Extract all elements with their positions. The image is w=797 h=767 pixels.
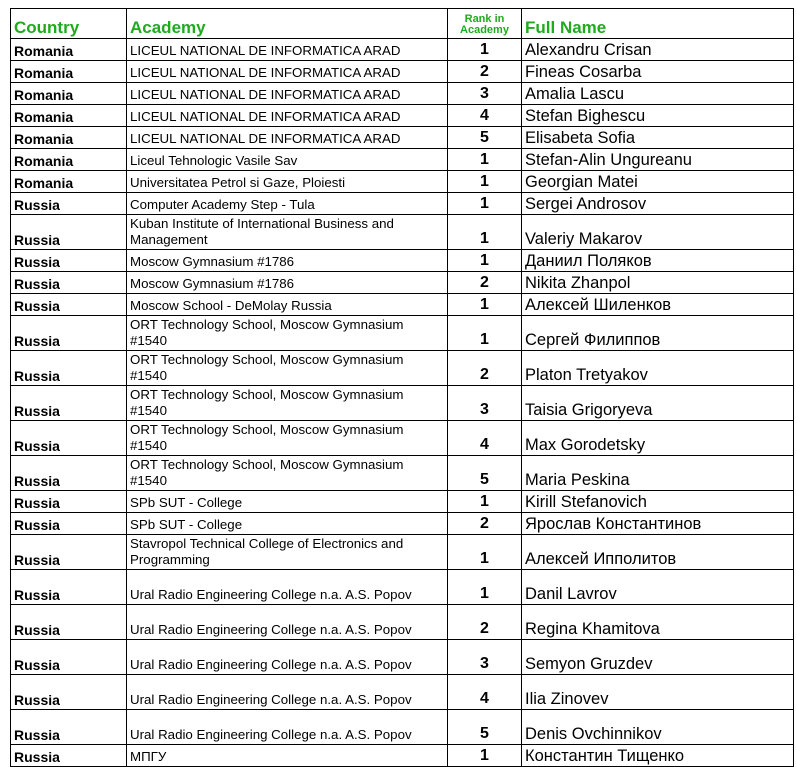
rank-cell: 2 — [448, 605, 522, 640]
full-name-cell: Даниил Поляков — [522, 250, 794, 272]
full-name-cell: Сергей Филиппов — [522, 316, 794, 351]
rank-cell: 1 — [448, 250, 522, 272]
full-name-cell: Valeriy Makarov — [522, 215, 794, 250]
table-row — [11, 640, 794, 675]
country-cell: Russia — [11, 193, 127, 215]
table-row — [11, 570, 794, 605]
table-row — [11, 83, 794, 105]
rank-cell: 1 — [448, 491, 522, 513]
rank-cell: 2 — [448, 272, 522, 294]
academy-cell: Kuban Institute of International Business and Management — [127, 215, 448, 250]
rank-cell: 1 — [448, 570, 522, 605]
academy-cell: LICEUL NATIONAL DE INFORMATICA ARAD — [127, 61, 448, 83]
header-rank: Rank in Academy — [448, 9, 522, 39]
academy-cell: Ural Radio Engineering College n.a. A.S. Popov — [127, 570, 448, 605]
full-name-cell: Nikita Zhanpol — [522, 272, 794, 294]
full-name-cell: Denis Ovchinnikov — [522, 710, 794, 745]
rank-cell: 4 — [448, 105, 522, 127]
full-name-cell: Danil Lavrov — [522, 570, 794, 605]
full-name-cell: Georgian Matei — [522, 171, 794, 193]
country-cell: Russia — [11, 513, 127, 535]
rank-cell: 2 — [448, 513, 522, 535]
results-table-container — [10, 8, 793, 767]
academy-cell: LICEUL NATIONAL DE INFORMATICA ARAD — [127, 83, 448, 105]
full-name-cell: Sergei Androsov — [522, 193, 794, 215]
country-cell: Romania — [11, 149, 127, 171]
country-cell: Russia — [11, 250, 127, 272]
table-row — [11, 316, 794, 351]
academy-cell: Ural Radio Engineering College n.a. A.S. Popov — [127, 605, 448, 640]
country-cell: Romania — [11, 61, 127, 83]
table-row — [11, 675, 794, 710]
rank-cell: 5 — [448, 127, 522, 149]
rank-cell: 1 — [448, 149, 522, 171]
academy-cell: ORT Technology School, Moscow Gymnasium #1540 — [127, 421, 448, 456]
academy-cell: ORT Technology School, Moscow Gymnasium #1540 — [127, 316, 448, 351]
rank-cell: 1 — [448, 171, 522, 193]
full-name-cell: Kirill Stefanovich — [522, 491, 794, 513]
full-name-cell: Alexandru Crisan — [522, 39, 794, 61]
country-cell: Russia — [11, 675, 127, 710]
rank-cell: 4 — [448, 421, 522, 456]
academy-cell: Moscow Gymnasium #1786 — [127, 250, 448, 272]
table-row — [11, 710, 794, 745]
country-cell: Romania — [11, 171, 127, 193]
table-row — [11, 605, 794, 640]
table-row — [11, 421, 794, 456]
full-name-cell: Stefan Bighescu — [522, 105, 794, 127]
table-row — [11, 250, 794, 272]
table-row — [11, 193, 794, 215]
table-row — [11, 513, 794, 535]
country-cell: Romania — [11, 83, 127, 105]
table-row — [11, 535, 794, 570]
country-cell: Russia — [11, 570, 127, 605]
academy-cell: LICEUL NATIONAL DE INFORMATICA ARAD — [127, 39, 448, 61]
rank-cell: 3 — [448, 640, 522, 675]
academy-cell: Stavropol Technical College of Electronics and Programming — [127, 535, 448, 570]
full-name-cell: Regina Khamitova — [522, 605, 794, 640]
country-cell: Russia — [11, 294, 127, 316]
table-row — [11, 215, 794, 250]
rank-cell: 5 — [448, 710, 522, 745]
table-row — [11, 386, 794, 421]
academy-cell: Universitatea Petrol si Gaze, Ploiesti — [127, 171, 448, 193]
table-row — [11, 745, 794, 767]
country-cell: Russia — [11, 456, 127, 491]
academy-cell: SPb SUT - College — [127, 491, 448, 513]
results-table — [10, 8, 794, 767]
full-name-cell: Ilia Zinovev — [522, 675, 794, 710]
table-body — [11, 39, 794, 767]
academy-cell: ORT Technology School, Moscow Gymnasium #1540 — [127, 386, 448, 421]
country-cell: Russia — [11, 710, 127, 745]
full-name-cell: Platon Tretyakov — [522, 351, 794, 386]
full-name-cell: Stefan-Alin Ungureanu — [522, 149, 794, 171]
academy-cell: Ural Radio Engineering College n.a. A.S. Popov — [127, 710, 448, 745]
rank-cell: 1 — [448, 745, 522, 767]
academy-cell: ORT Technology School, Moscow Gymnasium #1540 — [127, 456, 448, 491]
country-cell: Russia — [11, 640, 127, 675]
full-name-cell: Taisia Grigoryeva — [522, 386, 794, 421]
table-row — [11, 105, 794, 127]
full-name-cell: Fineas Cosarba — [522, 61, 794, 83]
full-name-cell: Semyon Gruzdev — [522, 640, 794, 675]
rank-cell: 1 — [448, 215, 522, 250]
header-full-name: Full Name — [522, 9, 794, 39]
rank-cell: 4 — [448, 675, 522, 710]
full-name-cell: Amalia Lascu — [522, 83, 794, 105]
rank-cell: 1 — [448, 193, 522, 215]
academy-cell: Moscow School - DeMolay Russia — [127, 294, 448, 316]
rank-cell: 2 — [448, 351, 522, 386]
rank-cell: 5 — [448, 456, 522, 491]
country-cell: Russia — [11, 491, 127, 513]
academy-cell: МПГУ — [127, 745, 448, 767]
table-row — [11, 456, 794, 491]
rank-cell: 1 — [448, 39, 522, 61]
rank-cell: 1 — [448, 294, 522, 316]
country-cell: Russia — [11, 215, 127, 250]
country-cell: Romania — [11, 105, 127, 127]
country-cell: Russia — [11, 351, 127, 386]
rank-cell: 3 — [448, 386, 522, 421]
country-cell: Russia — [11, 605, 127, 640]
full-name-cell: Алексей Ипполитов — [522, 535, 794, 570]
full-name-cell: Алексей Шиленков — [522, 294, 794, 316]
full-name-cell: Константин Тищенко — [522, 745, 794, 767]
academy-cell: Ural Radio Engineering College n.a. A.S. Popov — [127, 675, 448, 710]
full-name-cell: Elisabeta Sofia — [522, 127, 794, 149]
rank-cell: 2 — [448, 61, 522, 83]
country-cell: Russia — [11, 272, 127, 294]
table-row — [11, 127, 794, 149]
country-cell: Russia — [11, 316, 127, 351]
table-row — [11, 39, 794, 61]
country-cell: Russia — [11, 386, 127, 421]
academy-cell: LICEUL NATIONAL DE INFORMATICA ARAD — [127, 105, 448, 127]
academy-cell: SPb SUT - College — [127, 513, 448, 535]
country-cell: Romania — [11, 127, 127, 149]
country-cell: Russia — [11, 745, 127, 767]
academy-cell: ORT Technology School, Moscow Gymnasium #1540 — [127, 351, 448, 386]
country-cell: Romania — [11, 39, 127, 61]
full-name-cell: Maria Peskina — [522, 456, 794, 491]
table-row — [11, 294, 794, 316]
rank-cell: 1 — [448, 535, 522, 570]
academy-cell: Liceul Tehnologic Vasile Sav — [127, 149, 448, 171]
country-cell: Russia — [11, 421, 127, 456]
rank-cell: 1 — [448, 316, 522, 351]
table-row — [11, 272, 794, 294]
academy-cell: LICEUL NATIONAL DE INFORMATICA ARAD — [127, 127, 448, 149]
table-row — [11, 491, 794, 513]
table-header-row — [11, 9, 794, 39]
table-row — [11, 351, 794, 386]
header-country: Country — [11, 9, 127, 39]
header-academy: Academy — [127, 9, 448, 39]
rank-cell: 3 — [448, 83, 522, 105]
full-name-cell: Max Gorodetsky — [522, 421, 794, 456]
table-row — [11, 149, 794, 171]
table-row — [11, 61, 794, 83]
academy-cell: Computer Academy Step - Tula — [127, 193, 448, 215]
table-row — [11, 171, 794, 193]
academy-cell: Moscow Gymnasium #1786 — [127, 272, 448, 294]
academy-cell: Ural Radio Engineering College n.a. A.S. Popov — [127, 640, 448, 675]
full-name-cell: Ярослав Константинов — [522, 513, 794, 535]
country-cell: Russia — [11, 535, 127, 570]
